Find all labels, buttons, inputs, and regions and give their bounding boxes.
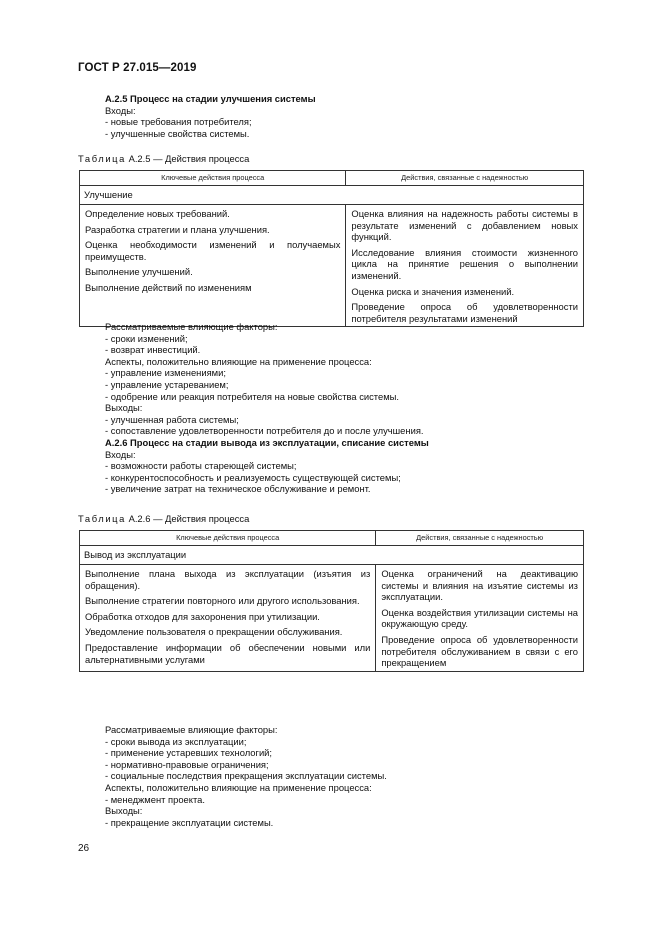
page-number: 26 bbox=[78, 843, 90, 854]
caption-text: А.2.6 — Действия процесса bbox=[125, 513, 250, 524]
factors-block-a25 bbox=[105, 321, 429, 495]
table-section-row: Вывод из эксплуатации bbox=[80, 546, 584, 565]
factors-label: Рассматриваемые влияющие факторы: bbox=[105, 321, 278, 332]
table-caption bbox=[78, 513, 249, 524]
list-item: - возможности работы стареющей системы; bbox=[105, 460, 297, 472]
aspects-label: Аспекты, положительно влияющие на применение процесса: bbox=[105, 355, 372, 367]
table-item: Оценка воздействия утилизации системы на окружающую среду. bbox=[381, 606, 578, 630]
table-item: Выполнение улучшений. bbox=[85, 266, 193, 278]
list-item: - возврат инвестиций. bbox=[105, 344, 201, 356]
list-item: - новые требования потребителя; bbox=[105, 116, 252, 128]
list-item: - социальные последствия прекращения эксплуатации системы. bbox=[105, 770, 387, 782]
reliability-actions-cell bbox=[376, 565, 584, 672]
table-a25 bbox=[79, 170, 584, 327]
aspects-label: Аспекты, положительно влияющие на применение процесса: bbox=[105, 781, 372, 793]
table-item: Исследование влияния стоимости жизненного цикла на принятие решения о выполнении изменений. bbox=[351, 246, 578, 281]
table-item: Выполнение действий по изменениям bbox=[85, 281, 252, 293]
list-item: - сопоставление удовлетворенности потребителя до и после улучшения. bbox=[105, 425, 424, 437]
list-item: - нормативно-правовые ограничения; bbox=[105, 758, 269, 770]
outputs-label: Выходы: bbox=[105, 402, 143, 414]
table-item: Оценка влияния на надежность работы системы в результате изменений с добавлением новых функций. bbox=[351, 208, 578, 243]
inputs-label: Входы: bbox=[105, 104, 136, 116]
key-actions-cell bbox=[80, 565, 376, 672]
table-item: Разработка стратегии и плана улучшения. bbox=[85, 223, 270, 235]
inputs-label: Входы: bbox=[105, 448, 136, 460]
list-item: - управление устареванием; bbox=[105, 378, 229, 390]
table-item: Проведение опроса об удовлетворенности потребителя результатами изменений bbox=[351, 301, 578, 324]
list-item: - улучшенные свойства системы. bbox=[105, 127, 250, 139]
caption-text: А.2.5 — Действия процесса bbox=[125, 153, 250, 164]
document-header: ГОСТ Р 27.015—2019 bbox=[78, 62, 197, 74]
list-item: - сроки вывода из эксплуатации; bbox=[105, 735, 247, 747]
list-item: - конкурентоспособность и реализуемость существующей системы; bbox=[105, 471, 401, 483]
list-item: - сроки изменений; bbox=[105, 332, 188, 344]
section-title: А.2.5 Процесс на стадии улучшения системы bbox=[105, 93, 316, 104]
section-title: А.2.6 Процесс на стадии вывода из эксплуатации, списание системы bbox=[105, 436, 429, 448]
table-item: Предоставление информации об обеспечении новыми или альтернативными услугами bbox=[85, 641, 371, 665]
column-header: Ключевые действия процесса bbox=[80, 531, 376, 546]
caption-prefix: Таблица bbox=[78, 153, 126, 164]
factors-label: Рассматриваемые влияющие факторы: bbox=[105, 724, 278, 735]
list-item: - прекращение эксплуатации системы. bbox=[105, 816, 274, 828]
column-header: Действия, связанные с надежностью bbox=[346, 171, 584, 186]
table-item: Проведение опроса об удовлетворенности потребителя обслуживанием в связи с его прекращением bbox=[381, 633, 578, 669]
column-header: Ключевые действия процесса bbox=[80, 171, 346, 186]
table-item: Оценка риска и значения изменений. bbox=[351, 285, 515, 297]
table-item: Уведомление пользователя о прекращении обслуживания. bbox=[85, 626, 343, 638]
table-item: Оценка необходимости изменений и получаемых преимуществ. bbox=[85, 239, 341, 262]
section-a25 bbox=[105, 93, 316, 139]
table-item: Определение новых требований. bbox=[85, 208, 230, 219]
list-item: - увеличение затрат на техническое обслуживание и ремонт. bbox=[105, 483, 371, 495]
key-actions-cell bbox=[80, 205, 346, 327]
column-header: Действия, связанные с надежностью bbox=[376, 531, 584, 546]
table-section-row: Улучшение bbox=[80, 186, 584, 205]
list-item: - менеджмент проекта. bbox=[105, 793, 205, 805]
outputs-label: Выходы: bbox=[105, 805, 143, 817]
list-item: - улучшенная работа системы; bbox=[105, 413, 239, 425]
list-item: - применение устаревших технологий; bbox=[105, 747, 273, 759]
table-item: Обработка отходов для захоронения при утилизации. bbox=[85, 610, 320, 622]
reliability-actions-cell bbox=[346, 205, 584, 327]
caption-prefix: Таблица bbox=[78, 513, 126, 524]
list-item: - управление изменениями; bbox=[105, 367, 226, 379]
list-item: - одобрение или реакция потребителя на новые свойства системы. bbox=[105, 390, 399, 402]
table-item: Выполнение плана выхода из эксплуатации (изъятия из обращения). bbox=[85, 568, 371, 591]
table-item: Выполнение стратегии повторного или другого использования. bbox=[85, 595, 360, 607]
table-item: Оценка ограничений на деактивацию системы и влияния на изъятие системы из эксплуатации. bbox=[381, 568, 578, 603]
factors-block-a26 bbox=[105, 724, 387, 828]
table-caption bbox=[78, 153, 249, 164]
table-a26 bbox=[79, 530, 584, 672]
